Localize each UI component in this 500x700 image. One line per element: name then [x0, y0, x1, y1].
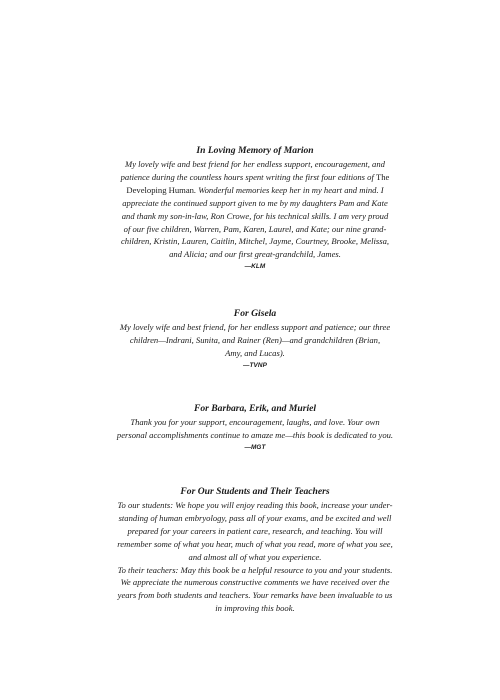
text-line: appreciate the continued support given to me by my daughters Pam and Kate: [122, 197, 388, 208]
text-line: standing of human embryology, pass all of your exams, and be excited and well: [118, 512, 392, 523]
text-line: and Alicia; and our first great-grandchild, James.: [169, 249, 341, 260]
dedication-heading: For Our Students and Their Teachers: [180, 486, 330, 497]
dedication-heading: For Barbara, Erik, and Muriel: [193, 403, 317, 414]
text-line: My lovely wife and best friend, for her endless support and patience; our three: [119, 322, 391, 332]
dedication-text: [112, 321, 398, 360]
text-line: prepared for your careers in patient care, research, and teaching. You will: [127, 525, 383, 536]
dedication-heading: In Loving Memory of Marion: [196, 145, 314, 156]
dedication-marion: [112, 145, 398, 272]
text-line: patience during the countless hours spent writing the first four editions of: [120, 171, 377, 182]
dedication-text: [112, 158, 398, 261]
dedication-heading: For Gisela: [233, 308, 277, 319]
text-line: children—Indrani, Sunita, and Rainer (Ren)—and grandchildren (Brian,: [129, 334, 381, 345]
text-line: of our five children, Warren, Pam, Karen, Laurel, and Kate; our nine grand-: [123, 223, 387, 234]
book-title: The: [376, 171, 390, 182]
text-line: and almost all of what you experience.: [188, 551, 322, 562]
dedication-barbara: [112, 403, 398, 453]
signature: —KLM: [244, 263, 266, 271]
text-line: and thank my son-in-law, Ron Crowe, for his technical skills. I am very proud: [121, 210, 389, 221]
dedication-text: [112, 416, 398, 442]
text-line: To our students: We hope you will enjoy reading this book, increase your under-: [117, 500, 393, 510]
text-line: remember some of what you hear, much of what you read, more of what you see,: [117, 538, 393, 549]
text-line: Amy, and Lucas).: [225, 347, 285, 358]
dedication-text: [112, 499, 398, 615]
dedication-students: [112, 486, 398, 615]
text-line: My lovely wife and best friend for her endless support, encouragement, and: [125, 159, 385, 169]
dedication-gisela: [112, 308, 398, 371]
text-line: We appreciate the numerous constructive comments we have received over the: [120, 577, 390, 588]
signature: —MGT: [244, 443, 266, 451]
signature: —TVNP: [243, 361, 267, 369]
text-line: children, Kristin, Lauren, Caitlin, Mitchel, Jayme, Courtney, Brooke, Melissa,: [120, 236, 390, 247]
text-line: years from both students and teachers. Your remarks have been invaluable to us: [117, 590, 393, 601]
book-title: Developing Human: [126, 184, 194, 195]
text-line: To their teachers: May this book be a helpful resource to you and your students.: [117, 564, 393, 575]
text-line: in improving this book.: [215, 603, 295, 614]
text-line: . Wonderful memories keep her in my heart and mind. I: [193, 184, 384, 195]
text-line: personal accomplishments continue to amaze me—this book is dedicated to you.: [116, 429, 394, 440]
text-line: Thank you for your support, encouragement, laughs, and love. Your own: [130, 417, 380, 427]
